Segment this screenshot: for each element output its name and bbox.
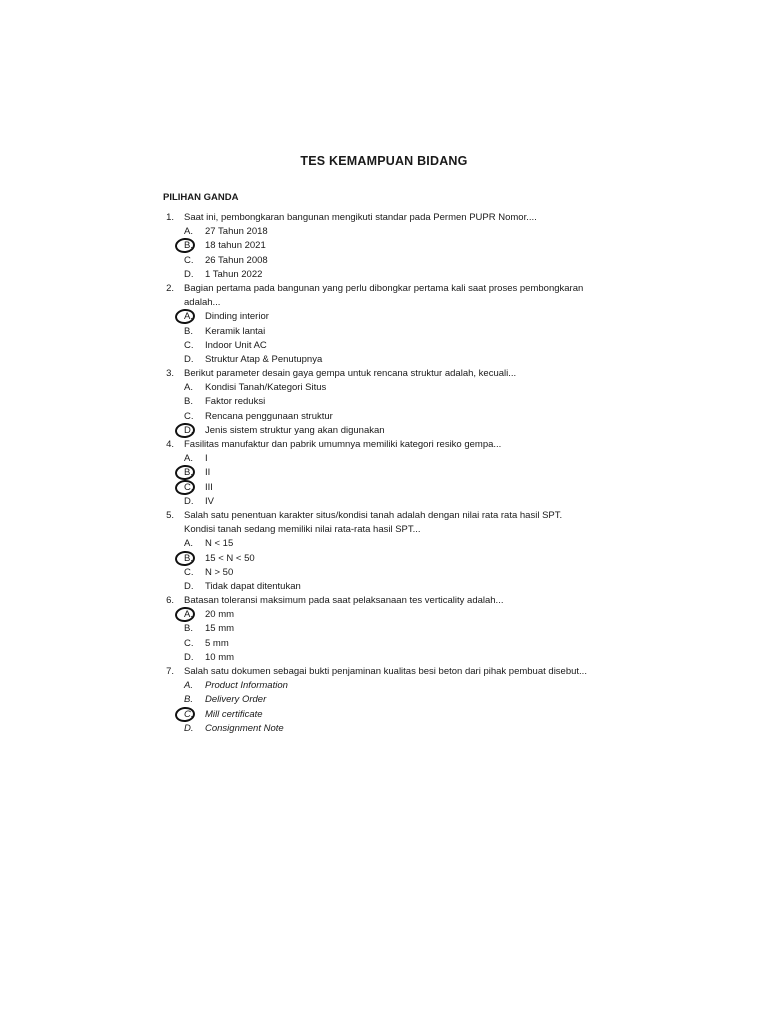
option-text: 10 mm xyxy=(205,651,235,663)
option-letter: D. xyxy=(184,424,194,436)
option-letter: C. xyxy=(184,410,194,422)
question-2 xyxy=(0,282,768,367)
option-letter: C. xyxy=(184,481,194,493)
option-text: Tidak dapat ditentukan xyxy=(205,580,301,592)
question-line xyxy=(0,282,768,296)
option-text: Jenis sistem struktur yang akan digunakan xyxy=(205,424,385,436)
answer-option[interactable] xyxy=(0,424,768,438)
answer-option[interactable] xyxy=(0,395,768,409)
answer-option[interactable] xyxy=(0,310,768,324)
option-letter: A. xyxy=(184,226,193,238)
answer-option[interactable] xyxy=(0,225,768,239)
question-line xyxy=(0,211,768,225)
question-text: Bagian pertama pada bangunan yang perlu dibongkar pertama kali saat proses pembongkaran xyxy=(184,282,584,294)
option-letter: A. xyxy=(184,311,193,323)
document-title: TES KEMAMPUAN BIDANG xyxy=(300,154,468,168)
option-letter: B. xyxy=(184,694,193,706)
option-letter: D. xyxy=(184,353,194,365)
option-letter: B. xyxy=(184,552,193,564)
answer-option[interactable] xyxy=(0,495,768,509)
question-text: Salah satu dokumen sebagai bukti penjaminan kualitas besi beton dari pihak pembuat disebut... xyxy=(184,666,587,677)
question-1 xyxy=(0,211,768,282)
option-letter: C. xyxy=(184,637,194,649)
answer-option[interactable] xyxy=(0,622,768,636)
answer-option[interactable] xyxy=(0,637,768,651)
option-text: IV xyxy=(205,495,214,507)
answer-option[interactable] xyxy=(0,679,768,693)
question-text: Kondisi tanah sedang memiliki nilai rata-rata hasil SPT... xyxy=(184,524,421,536)
option-letter: A. xyxy=(184,680,193,692)
question-text: Berikut parameter desain gaya gempa untuk rencana struktur adalah, kecuali... xyxy=(184,368,517,380)
option-text: Keramik lantai xyxy=(205,325,266,337)
option-text: 26 Tahun 2008 xyxy=(205,254,268,266)
answer-option[interactable] xyxy=(0,254,768,268)
question-number: 4. xyxy=(166,439,174,450)
question-line xyxy=(0,438,768,452)
option-text: Product Information xyxy=(205,680,288,692)
question-list xyxy=(0,211,768,736)
option-text: Dinding interior xyxy=(205,311,269,323)
question-number: 7. xyxy=(166,666,174,677)
answer-option[interactable] xyxy=(0,608,768,622)
question-text: Salah satu penentuan karakter situs/kondisi tanah adalah dengan nilai rata rata hasil SPT. xyxy=(184,509,563,521)
option-text: Rencana penggunaan struktur xyxy=(205,410,333,422)
option-letter: D. xyxy=(184,722,194,734)
question-line xyxy=(0,367,768,381)
answer-option[interactable] xyxy=(0,708,768,722)
option-letter: D. xyxy=(184,268,194,280)
answer-option[interactable] xyxy=(0,339,768,353)
answer-option[interactable] xyxy=(0,268,768,282)
option-letter: C. xyxy=(184,708,194,720)
answer-option[interactable] xyxy=(0,410,768,424)
option-text: Kondisi Tanah/Kategori Situs xyxy=(205,382,327,394)
option-letter: D. xyxy=(184,651,194,663)
option-text: 15 < N < 50 xyxy=(205,552,255,564)
option-text: Mill certificate xyxy=(205,708,263,720)
option-letter: D. xyxy=(184,495,194,507)
question-line xyxy=(0,523,768,537)
answer-option[interactable] xyxy=(0,452,768,466)
answer-option[interactable] xyxy=(0,353,768,367)
answer-option[interactable] xyxy=(0,325,768,339)
option-text: Faktor reduksi xyxy=(205,396,266,408)
answer-option[interactable] xyxy=(0,552,768,566)
option-letter: A. xyxy=(184,453,193,465)
question-line xyxy=(0,665,768,679)
option-letter: B. xyxy=(184,623,193,635)
option-text: 27 Tahun 2018 xyxy=(205,226,268,238)
question-4 xyxy=(0,438,768,509)
question-line xyxy=(0,509,768,523)
question-text: Saat ini, pembongkaran bangunan mengikuti standar pada Permen PUPR Nomor.... xyxy=(184,212,537,223)
option-letter: A. xyxy=(184,609,193,621)
answer-option[interactable] xyxy=(0,651,768,665)
question-number: 1. xyxy=(166,212,174,223)
answer-option[interactable] xyxy=(0,580,768,594)
option-text: N > 50 xyxy=(205,566,234,578)
option-letter: B. xyxy=(184,396,193,408)
answer-option[interactable] xyxy=(0,381,768,395)
option-letter: D. xyxy=(184,580,194,592)
question-text: Batasan toleransi maksimum pada saat pelaksanaan tes verticality adalah... xyxy=(184,595,504,607)
option-letter: C. xyxy=(184,254,194,266)
option-text: Consignment Note xyxy=(205,722,284,734)
option-letter: B. xyxy=(184,240,193,252)
option-text: II xyxy=(205,467,211,479)
question-number: 3. xyxy=(166,368,174,380)
option-text: I xyxy=(205,453,208,465)
question-6 xyxy=(0,594,768,665)
option-text: 15 mm xyxy=(205,623,235,635)
answer-option[interactable] xyxy=(0,722,768,736)
option-text: Struktur Atap & Penutupnya xyxy=(205,353,323,365)
question-5 xyxy=(0,509,768,594)
question-number: 5. xyxy=(166,509,174,521)
answer-option[interactable] xyxy=(0,239,768,253)
option-text: 5 mm xyxy=(205,637,229,649)
option-letter: C. xyxy=(184,339,194,351)
question-3 xyxy=(0,367,768,438)
option-text: III xyxy=(205,481,213,493)
answer-option[interactable] xyxy=(0,693,768,707)
option-text: 18 tahun 2021 xyxy=(205,240,266,252)
section-heading: PILIHAN GANDA xyxy=(163,192,239,203)
option-letter: B. xyxy=(184,467,193,479)
question-number: 6. xyxy=(166,595,174,607)
option-text: N < 15 xyxy=(205,538,234,550)
question-text: adalah... xyxy=(184,297,221,309)
question-line xyxy=(0,296,768,310)
question-text: Fasilitas manufaktur dan pabrik umumnya memiliki kategori resiko gempa... xyxy=(184,439,502,450)
option-letter: A. xyxy=(184,538,193,550)
option-text: 20 mm xyxy=(205,609,235,621)
question-7 xyxy=(0,665,768,736)
option-letter: B. xyxy=(184,325,193,337)
answer-option[interactable] xyxy=(0,466,768,480)
question-line xyxy=(0,594,768,608)
option-text: 1 Tahun 2022 xyxy=(205,268,263,280)
option-letter: C. xyxy=(184,566,194,578)
question-number: 2. xyxy=(166,282,174,294)
answer-option[interactable] xyxy=(0,537,768,551)
answer-option[interactable] xyxy=(0,481,768,495)
option-text: Indoor Unit AC xyxy=(205,339,267,351)
option-text: Delivery Order xyxy=(205,694,267,706)
answer-option[interactable] xyxy=(0,566,768,580)
option-letter: A. xyxy=(184,382,193,394)
